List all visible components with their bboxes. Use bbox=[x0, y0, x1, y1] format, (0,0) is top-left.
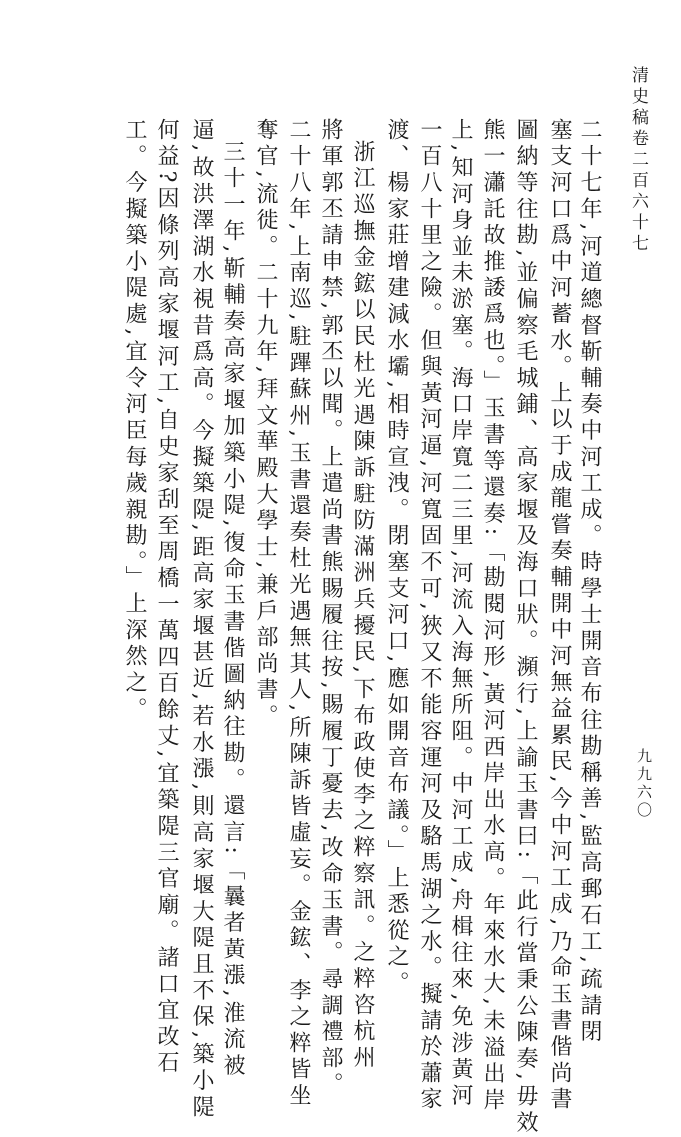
text-column-4: 熊一瀟託故推諉爲也。」玉書等還奏:「勘閱河形,黃河西岸出水高。年來水大,未溢出岸 bbox=[480, 118, 505, 1115]
text-column-13: 逼,故洪澤湖水視昔爲高。今擬築隄,距高家堰甚近,若水漲,則高家堰大隄且不保,築小隄 bbox=[189, 118, 214, 1122]
text-column-7: 渡、楊家莊增建減水壩,相時宣洩。閉塞支河口,應如開音布議。」上悉從之。 bbox=[384, 118, 409, 998]
text-column-5: 上,知河身並未淤塞。海口岸寬二三里,河流入海無所阻。中河工成,舟楫往來,免涉黃河 bbox=[448, 118, 473, 1110]
book-title: 清史稿卷二百六十七 bbox=[628, 66, 648, 255]
text-column-14: 何益?因條列高家堰河工,自史家刮至周橋一萬四百餘丈,宜築隄三官廟。諸口宜改石 bbox=[154, 118, 179, 1078]
text-column-12: 三十一年,靳輔奏高家堰加築小隄,復命玉書偕圖納往勘。還言:「曩者黃漲,淮流被 bbox=[220, 140, 245, 1080]
text-column-10: 二十八年,上南巡,駐蹕蘇州,玉書還奏杜光遇無其人,所陳訴皆虛妄。金鋐、李之粹皆坐 bbox=[286, 118, 311, 1110]
page-number: 九九六〇 bbox=[635, 748, 653, 820]
text-column-2: 塞支河口爲中河蓄水。上以于成龍嘗奏輔開中河無益累民,今中河工成,乃命玉書偕尚書 bbox=[547, 118, 572, 1114]
text-column-3: 圖納等往勘,並偏察毛城鋪、高家堰及海口狀。瀕行,上諭玉書曰:「此行當秉公陳奏,毋效 bbox=[513, 118, 538, 1137]
text-column-9: 將軍郭丕請申禁,郭丕以聞。上遣尚書熊賜履往按,賜履丁憂去,改命玉書。尋調禮部。 bbox=[318, 118, 343, 1099]
text-column-15: 工。今擬築小隄處,宜令河臣每歲親勘。」上深然之。 bbox=[122, 118, 147, 724]
text-column-6: 一百八十里之險。但與黃河逼,河寬固不可,狹又不能容運河及駱馬湖之水。擬請於蕭家 bbox=[417, 118, 442, 1114]
text-column-8: 浙江巡撫金鋐以民杜光遇陳訴駐防滿洲兵擾民,下布政使李之粹察訊。之粹咨杭州 bbox=[350, 140, 375, 1072]
text-column-1: 二十七年,河道總督靳輔奏中河工成。時學士開音布往勘稱善,監高郵石工,疏請閉 bbox=[577, 118, 602, 1047]
text-column-11: 奪官,流徙。二十九年,拜文華殿大學士,兼戶部尚書。 bbox=[253, 118, 278, 731]
